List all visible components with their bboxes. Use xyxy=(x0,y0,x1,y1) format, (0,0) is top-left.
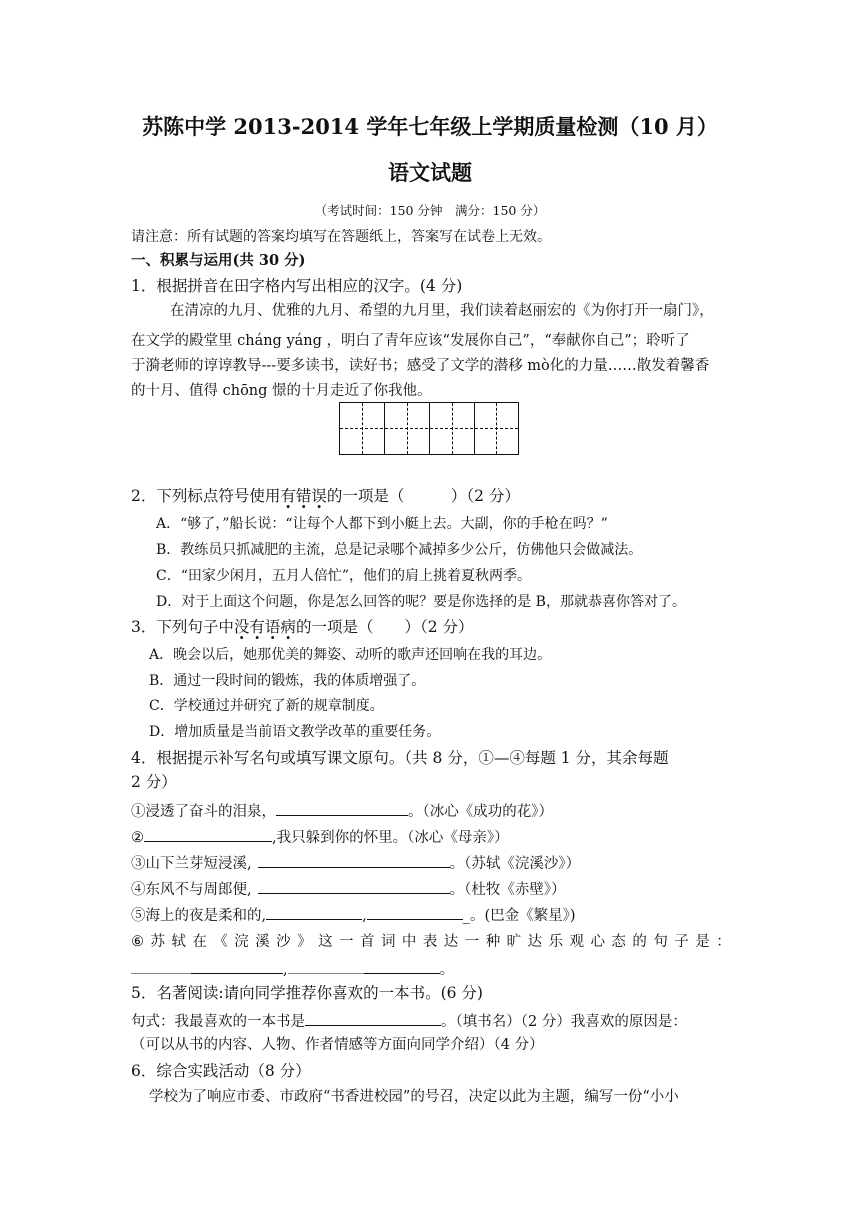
fill-source: 。（填书名）（2 分）我喜欢的原因是： xyxy=(441,1014,687,1030)
fill-char: 达 xyxy=(443,934,459,950)
fill-separator: , xyxy=(362,908,367,924)
fill-char: 子 xyxy=(674,934,689,950)
question-6-passage-line: 学校为了响应市委、市政府“书香进校园”的号召，决定以此为主题，编写一份“小小 xyxy=(149,1089,679,1105)
exam-notice: 请注意：所有试题的答案均填写在答题纸上，答案写在试卷上无效。 xyxy=(131,229,551,245)
fill-line-7 xyxy=(131,958,454,980)
answer-blank[interactable] xyxy=(288,958,364,974)
fill-prompt: ② xyxy=(131,830,144,846)
question-3-option-b: B．通过一段时间的锻炼，我的体质增强了。 xyxy=(149,673,426,689)
fill-prompt: ④东风不与周郎便, xyxy=(131,882,252,898)
question-1-passage-line: 的十月、值得 chōng 憬的十月走近了你我他。 xyxy=(131,383,432,399)
fill-source: _。(巴金《繁星》) xyxy=(462,908,576,924)
fill-char: 种 xyxy=(485,934,501,950)
fill-char: 一 xyxy=(464,934,480,950)
grid-vertical-guide xyxy=(362,403,363,454)
grid-cell-divider xyxy=(429,403,430,454)
question-3-stem xyxy=(131,617,473,637)
section-heading: 一、积累与运用(共 30 分) xyxy=(131,252,306,269)
grid-vertical-guide xyxy=(452,403,453,454)
fill-char: 态 xyxy=(611,934,626,950)
fill-char: 浣 xyxy=(234,934,249,950)
fill-char: 旷 xyxy=(506,934,522,950)
answer-blank[interactable] xyxy=(191,958,283,974)
question-3-option-a: A．晚会以后，她那优美的舞姿、动听的歌声还回响在我的耳边。 xyxy=(149,647,552,663)
question-5-stem: 5．名著阅读:请向同学推荐你喜欢的一本书。(6 分) xyxy=(131,984,483,1002)
fill-prompt: ①浸透了奋斗的泪泉， xyxy=(131,804,276,820)
fill-char: 乐 xyxy=(548,934,564,950)
emphasis-char: 语 xyxy=(264,618,281,636)
fill-char: 心 xyxy=(590,934,605,950)
question-1-passage-line: 在文学的殿堂里 cháng yáng ，明白了青年应该“发展你自己”，“奉献你自己”；聆听了 xyxy=(131,333,690,349)
question-2-option-a: A．“够了，”船长说：“让每个人都下到小艇上去。大副，你的手枪在吗？” xyxy=(156,516,608,532)
fill-line-4 xyxy=(131,878,566,900)
question-3-option-c: C．学校通过并研究了新的规章制度。 xyxy=(149,698,384,714)
question-1-passage-line: 于漪老师的谆谆教导---要多读书，读好书；感受了文学的潜移 mò化的力量……散发着馨香 xyxy=(131,358,710,374)
question-2-stem-text: 的一项是（ ）（2 分） xyxy=(326,487,520,505)
answer-blank[interactable] xyxy=(276,800,408,816)
exam-title: 苏陈中学 2013-2014 学年七年级上学期质量检测（10 月） xyxy=(142,114,718,139)
grid-vertical-guide xyxy=(496,403,497,454)
question-4-stem-continued: 2 分） xyxy=(131,773,177,791)
fill-char: 达 xyxy=(527,934,543,950)
fill-prompt: ③山下兰芽短浸溪, xyxy=(131,856,252,872)
fill-char: ⑥ xyxy=(131,934,144,950)
question-2-option-d: D．对于上面这个问题，你是怎么回答的呢？要是你选择的是 B，那就恭喜你答对了。 xyxy=(156,594,686,610)
fill-char: 的 xyxy=(632,934,647,950)
question-1-passage-line: 在清凉的九月、优雅的九月、希望的九月里，我们读着赵丽宏的《为你打开一扇门》， xyxy=(170,303,714,319)
fill-source: 。（苏轼《浣溪沙》） xyxy=(449,856,581,872)
question-3-stem-text: 3．下列句子中 xyxy=(131,618,234,636)
emphasis-char: 误 xyxy=(311,487,327,505)
fill-char: 表 xyxy=(422,934,438,950)
answer-blank[interactable] xyxy=(131,958,191,974)
fill-separator: , xyxy=(283,962,288,978)
fill-char: 这 xyxy=(318,934,333,950)
tianzige-answer-grid[interactable] xyxy=(339,402,519,455)
question-4-stem: 4．根据提示补写名句或填写课文原句。（共 8 分，①—④每题 1 分，其余每题 xyxy=(131,749,669,767)
emphasis-char: 有 xyxy=(249,618,265,636)
fill-char: 句 xyxy=(653,934,668,950)
fill-char: 沙 xyxy=(276,934,291,950)
fill-char: 轼 xyxy=(171,934,186,950)
fill-char: 词 xyxy=(380,934,396,950)
answer-blank[interactable] xyxy=(144,826,272,842)
fill-char: 《 xyxy=(213,934,228,950)
fill-char: 苏 xyxy=(150,934,165,950)
emphasis-char: 有 xyxy=(280,487,296,505)
exam-info: （考试时间：150 分钟 满分：150 分） xyxy=(314,203,546,218)
exam-subtitle: 语文试题 xyxy=(388,160,472,185)
fill-char: 首 xyxy=(359,934,375,950)
grid-cell-divider xyxy=(474,403,475,454)
answer-blank[interactable] xyxy=(266,904,362,920)
fill-line-2 xyxy=(131,826,509,848)
fill-char: ： xyxy=(716,934,731,950)
fill-prompt: ⑤海上的夜是柔和的, xyxy=(131,908,267,924)
question-2-stem-text: 2．下列标点符号使用 xyxy=(131,487,281,505)
question-5-line xyxy=(131,1010,687,1032)
fill-line-6 xyxy=(131,932,731,952)
answer-blank[interactable] xyxy=(258,852,450,868)
fill-char: 在 xyxy=(192,934,207,950)
fill-line-5 xyxy=(131,904,576,926)
fill-source: ,我只躲到你的怀里。（冰心《母亲》） xyxy=(272,830,509,846)
question-2-option-b: B．教练员只抓减肥的主流，总是记录哪个减掉多少公斤，仿佛他只会做减法。 xyxy=(156,542,643,558)
grid-cell-divider xyxy=(384,403,385,454)
fill-char: 中 xyxy=(401,934,417,950)
fill-char: 溪 xyxy=(255,934,270,950)
fill-char: 是 xyxy=(695,934,710,950)
book-title-blank[interactable] xyxy=(305,1010,441,1026)
question-3-option-d: D．增加质量是当前语文教学改革的重要任务。 xyxy=(149,724,441,740)
fill-prompt: 句式：我最喜欢的一本书是 xyxy=(131,1014,305,1030)
fill-source: 。（冰心《成功的花》） xyxy=(408,804,553,820)
question-3-stem-text: 的一项是（ ）（2 分） xyxy=(295,618,474,636)
emphasis-char: 错 xyxy=(295,487,312,505)
grid-vertical-guide xyxy=(407,403,408,454)
answer-blank[interactable] xyxy=(364,958,440,974)
question-2-option-c: C．“田家少闲月，五月人倍忙”，他们的肩上挑着夏秋两季。 xyxy=(156,568,532,584)
fill-separator: 。 xyxy=(439,962,455,978)
emphasis-char: 没 xyxy=(233,618,250,636)
fill-char: 一 xyxy=(339,934,354,950)
question-5-instruction: （可以从书的内容、人物、作者情感等方面向同学介绍）（4 分） xyxy=(131,1037,544,1053)
fill-source: 。（杜牧《赤壁》） xyxy=(449,882,566,898)
answer-blank[interactable] xyxy=(258,878,450,894)
answer-blank[interactable] xyxy=(367,904,463,920)
fill-char: 观 xyxy=(569,934,585,950)
question-2-stem xyxy=(131,486,520,506)
fill-line-1 xyxy=(131,800,553,822)
emphasis-char: 病 xyxy=(280,618,296,636)
question-6-stem: 6．综合实践活动（8 分） xyxy=(131,1062,311,1080)
question-1-stem: 1．根据拼音在田字格内写出相应的汉字。(4 分) xyxy=(131,277,463,295)
fill-char: 》 xyxy=(297,934,312,950)
fill-line-3 xyxy=(131,852,580,874)
